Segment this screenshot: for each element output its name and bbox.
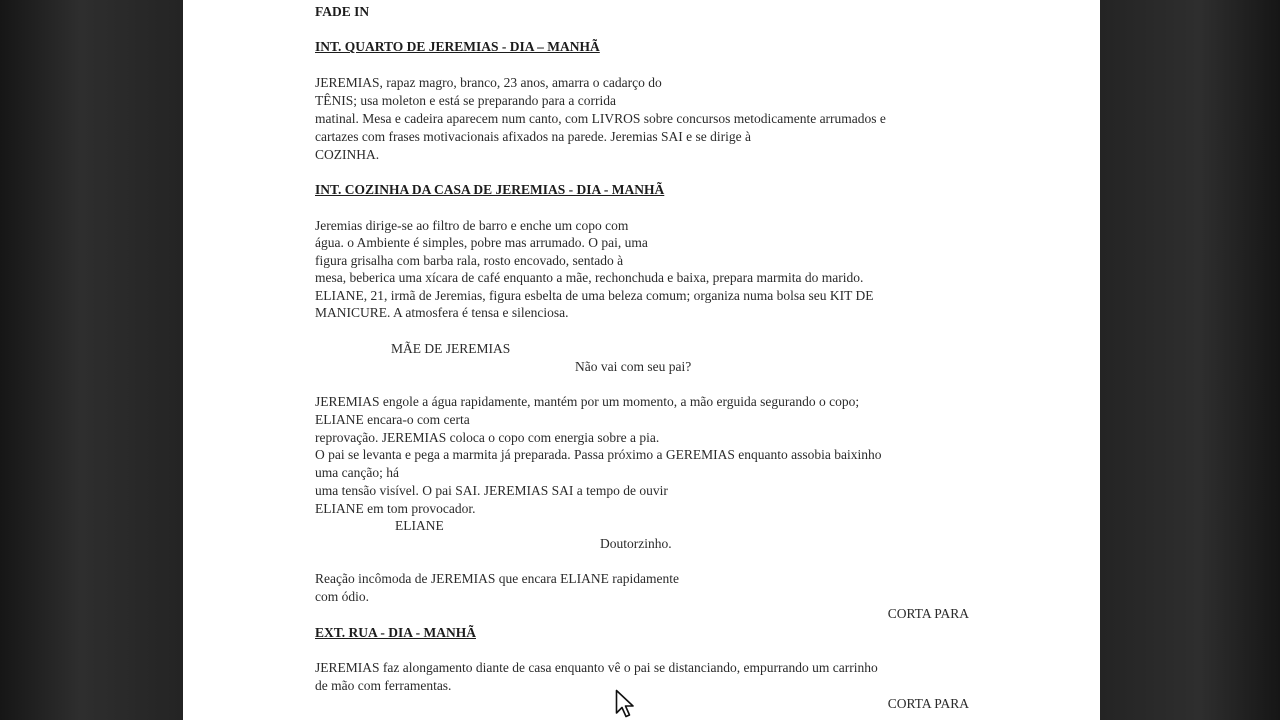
- dialogue: Não vai com seu pai?: [575, 359, 692, 374]
- fade-in: FADE IN: [315, 4, 370, 19]
- scene-heading-2: INT. COZINHA DA CASA DE JEREMIAS - DIA - MANHÃ: [315, 182, 665, 197]
- dialogue: Doutorzinho.: [600, 536, 672, 551]
- scene-heading-1: INT. QUARTO DE JEREMIAS - DIA – MANHÃ: [315, 39, 600, 54]
- action-line: água. o Ambiente é simples, pobre mas arrumado. O pai, uma: [315, 235, 648, 250]
- action-line: reprovação. JEREMIAS coloca o copo com energia sobre a pia.: [315, 430, 660, 445]
- character-name: MÃE DE JEREMIAS: [391, 341, 511, 356]
- transition: CORTA PARA: [887, 606, 969, 621]
- action-line: JEREMIAS, rapaz magro, branco, 23 anos, amarra o cadarço do: [315, 75, 662, 90]
- action-line: figura grisalha com barba rala, rosto encovado, sentado à: [315, 253, 624, 268]
- action-line: de mão com ferramentas.: [315, 678, 452, 693]
- action-line: ELIANE encara-o com certa: [315, 412, 470, 427]
- action-line: Reação incômoda de JEREMIAS que encara ELIANE rapidamente: [315, 571, 679, 586]
- action-line: MANICURE. A atmosfera é tensa e silenciosa.: [315, 305, 569, 320]
- action-line: mesa, beberica uma xícara de café enquanto a mãe, rechonchuda e baixa, prepara marmita do marido.: [315, 270, 864, 285]
- action-line: Jeremias dirige-se ao filtro de barro e enche um copo com: [315, 218, 629, 233]
- action-line: COZINHA.: [315, 147, 380, 162]
- action-line: ELIANE em tom provocador.: [315, 501, 476, 516]
- action-line: JEREMIAS faz alongamento diante de casa enquanto vê o pai se distanciando, empurrando um carrinho: [315, 660, 878, 675]
- action-line: JEREMIAS engole a água rapidamente, mantém por um momento, a mão erguida segurando o copo;: [315, 394, 860, 409]
- action-line: TÊNIS; usa moleton e está se preparando para a corrida: [315, 93, 617, 108]
- action-line: matinal. Mesa e cadeira aparecem num canto, com LIVROS sobre concursos metodicamente arrumados e: [315, 111, 886, 126]
- transition: CORTA PARA: [887, 696, 969, 711]
- mouse-pointer-icon: [615, 689, 639, 719]
- action-line: ELIANE, 21, irmã de Jeremias, figura esbelta de uma beleza comum; organiza numa bolsa seu KIT DE: [315, 288, 874, 303]
- scene-heading-3: EXT. RUA - DIA - MANHÃ: [315, 625, 476, 640]
- action-line: uma tensão visível. O pai SAI. JEREMIAS SAI a tempo de ouvir: [315, 483, 668, 498]
- action-line: uma canção; há: [315, 465, 399, 480]
- action-line: O pai se levanta e pega a marmita já preparada. Passa próximo a GEREMIAS enquanto assobia baixinho: [315, 447, 882, 462]
- action-line: cartazes com frases motivacionais afixados na parede. Jeremias SAI e se dirige à: [315, 129, 751, 144]
- action-line: com ódio.: [315, 589, 369, 604]
- script-page: [183, 0, 1100, 720]
- character-name: ELIANE: [395, 518, 444, 533]
